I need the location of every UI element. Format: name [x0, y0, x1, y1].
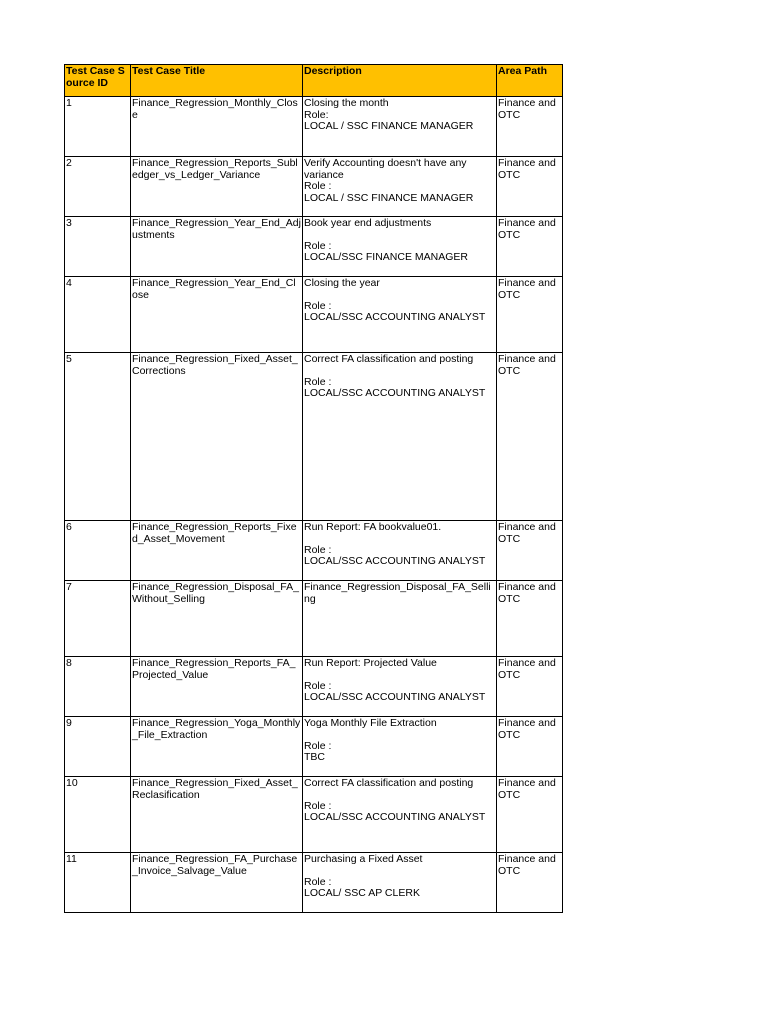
- table-row: [65, 521, 563, 581]
- description-line: Yoga Monthly File Extraction: [304, 717, 437, 729]
- cell-source-id: 1: [65, 97, 131, 157]
- cell-description: [303, 853, 497, 913]
- cell-title: Finance_Regression_Year_End_Adjustments: [131, 217, 303, 277]
- cell-source-id: 7: [65, 581, 131, 657]
- description-line: Book year end adjustments: [304, 217, 432, 229]
- table-row: [65, 157, 563, 217]
- header-title: Test Case Title: [131, 65, 303, 97]
- table-row: [65, 353, 563, 521]
- description-line: Purchasing a Fixed Asset: [304, 853, 423, 865]
- description-line: Role :: [304, 875, 332, 888]
- cell-source-id: 2: [65, 157, 131, 217]
- table-row: [65, 217, 563, 277]
- description-line: Role :: [304, 543, 332, 556]
- description-line: Role :: [304, 375, 332, 388]
- description-line: LOCAL/SSC ACCOUNTING ANALYST: [304, 691, 486, 703]
- cell-source-id: 9: [65, 717, 131, 777]
- description-line: LOCAL/ SSC AP CLERK: [304, 887, 420, 899]
- cell-source-id: 8: [65, 657, 131, 717]
- cell-description: [303, 521, 497, 581]
- description-line: Verify Accounting doesn't have any variance: [304, 157, 470, 181]
- cell-source-id: 4: [65, 277, 131, 353]
- cell-description: [303, 277, 497, 353]
- description-spacer: [304, 790, 495, 801]
- cell-area-path: Finance and OTC: [497, 657, 563, 717]
- description-line: LOCAL/SSC ACCOUNTING ANALYST: [304, 387, 486, 399]
- description-line: Role :: [304, 299, 332, 312]
- cell-source-id: 10: [65, 777, 131, 853]
- table-row: [65, 581, 563, 657]
- cell-title: Finance_Regression_Monthly_Close: [131, 97, 303, 157]
- cell-source-id: 6: [65, 521, 131, 581]
- cell-description: [303, 581, 497, 657]
- cell-area-path: Finance and OTC: [497, 157, 563, 217]
- table-header-row: [65, 65, 563, 97]
- cell-area-path: Finance and OTC: [497, 353, 563, 521]
- description-line: LOCAL/SSC ACCOUNTING ANALYST: [304, 311, 486, 323]
- description-line: Role :: [304, 180, 332, 192]
- cell-description: [303, 157, 497, 217]
- cell-title: Finance_Regression_Reports_Subledger_vs_Ledger_Variance: [131, 157, 303, 217]
- table-row: [65, 277, 563, 353]
- description-line: Correct FA classification and posting: [304, 777, 474, 789]
- description-line: Run Report: Projected Value: [304, 657, 437, 669]
- table-row: [65, 853, 563, 913]
- table-row: [65, 97, 563, 157]
- test-case-table: [64, 64, 563, 913]
- cell-source-id: 5: [65, 353, 131, 521]
- description-spacer: [304, 670, 495, 681]
- cell-description: [303, 97, 497, 157]
- description-line: LOCAL/SSC FINANCE MANAGER: [304, 251, 468, 263]
- cell-title: Finance_Regression_Reports_FA_Projected_Value: [131, 657, 303, 717]
- description-line: Role :: [304, 799, 332, 812]
- cell-title: Finance_Regression_Disposal_FA_Without_Selling: [131, 581, 303, 657]
- description-line: Finance_Regression_Disposal_FA_Selling: [304, 581, 491, 605]
- description-spacer: [304, 534, 495, 545]
- description-line: Role :: [304, 739, 332, 752]
- description-line: Role:: [304, 108, 329, 121]
- cell-description: [303, 353, 497, 521]
- description-line: Closing the year: [304, 277, 380, 289]
- cell-source-id: 3: [65, 217, 131, 277]
- cell-description: [303, 657, 497, 717]
- cell-area-path: Finance and OTC: [497, 853, 563, 913]
- cell-title: Finance_Regression_Year_End_Close: [131, 277, 303, 353]
- description-line: LOCAL / SSC FINANCE MANAGER: [304, 191, 474, 204]
- cell-source-id: 11: [65, 853, 131, 913]
- description-spacer: [304, 290, 495, 301]
- cell-title: Finance_Regression_Reports_Fixed_Asset_Movement: [131, 521, 303, 581]
- description-spacer: [304, 230, 495, 241]
- description-line: Role :: [304, 679, 332, 692]
- cell-area-path: Finance and OTC: [497, 97, 563, 157]
- description-line: LOCAL/SSC ACCOUNTING ANALYST: [304, 555, 486, 567]
- description-spacer: [304, 730, 495, 741]
- description-line: Closing the month: [304, 97, 389, 109]
- cell-area-path: Finance and OTC: [497, 277, 563, 353]
- header-area-path: Area Path: [497, 65, 563, 97]
- table-row: [65, 717, 563, 777]
- cell-title: Finance_Regression_Yoga_Monthly_File_Extraction: [131, 717, 303, 777]
- description-line: LOCAL / SSC FINANCE MANAGER: [304, 120, 474, 132]
- cell-description: [303, 717, 497, 777]
- description-spacer: [304, 366, 495, 377]
- description-line: Run Report: FA bookvalue01.: [304, 521, 442, 533]
- header-description: Description: [303, 65, 497, 97]
- cell-title: Finance_Regression_Fixed_Asset_Reclasification: [131, 777, 303, 853]
- cell-area-path: Finance and OTC: [497, 521, 563, 581]
- table-row: [65, 657, 563, 717]
- description-line: Correct FA classification and posting: [304, 353, 474, 365]
- description-line: TBC: [304, 751, 325, 763]
- cell-area-path: Finance and OTC: [497, 777, 563, 853]
- cell-area-path: Finance and OTC: [497, 217, 563, 277]
- table-row: [65, 777, 563, 853]
- cell-description: [303, 777, 497, 853]
- description-spacer: [304, 866, 495, 877]
- cell-area-path: Finance and OTC: [497, 717, 563, 777]
- cell-description: [303, 217, 497, 277]
- cell-area-path: Finance and OTC: [497, 581, 563, 657]
- table-body: [65, 97, 563, 913]
- cell-title: Finance_Regression_Fixed_Asset_Corrections: [131, 353, 303, 521]
- header-source-id: Test Case Source ID: [65, 65, 131, 97]
- cell-title: Finance_Regression_FA_Purchase_Invoice_Salvage_Value: [131, 853, 303, 913]
- description-line: Role :: [304, 239, 332, 252]
- description-line: LOCAL/SSC ACCOUNTING ANALYST: [304, 811, 486, 823]
